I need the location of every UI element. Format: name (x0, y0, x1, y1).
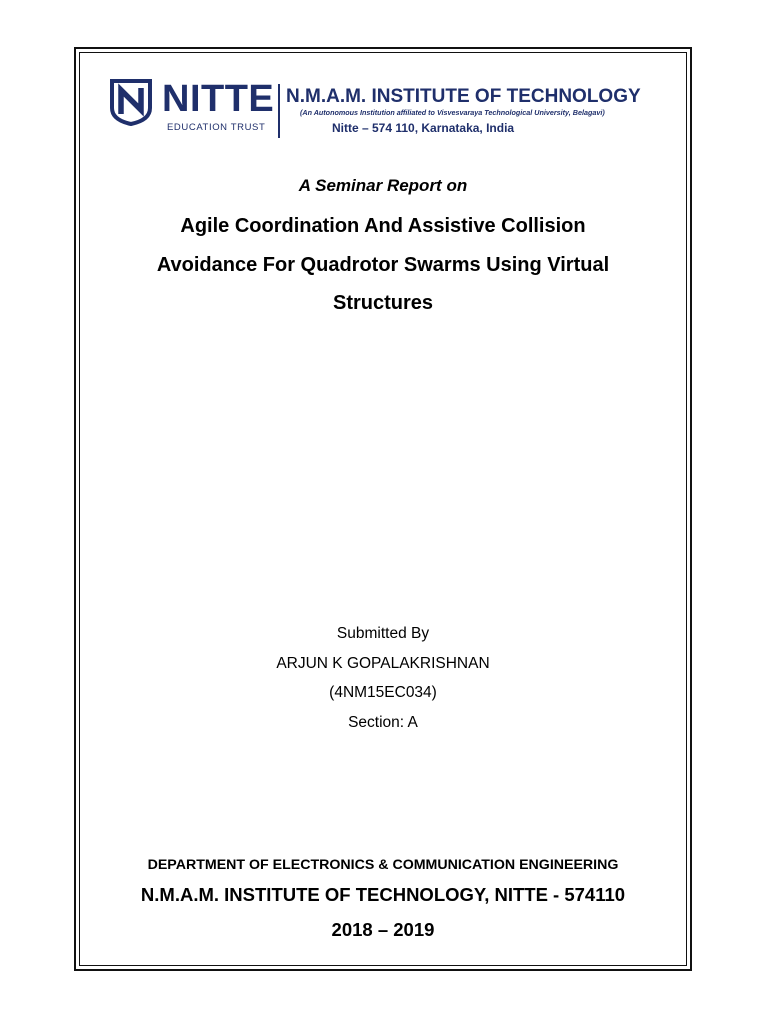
brand-subtitle: EDUCATION TRUST (167, 122, 266, 133)
nitte-shield-logo-icon (108, 78, 154, 126)
submission-block (80, 619, 686, 737)
institute-name: N.M.A.M. INSTITUTE OF TECHNOLOGY (286, 86, 641, 107)
header-divider (278, 84, 280, 138)
academic-year: 2018 – 2019 (331, 919, 435, 940)
footer-institute: N.M.A.M. INSTITUTE OF TECHNOLOGY, NITTE - 574110 (140, 884, 626, 905)
institute-affiliation: (An Autonomous Institution affiliated to Visvesvaraya Technological University, Belagavi) (300, 108, 605, 117)
report-type-label: A Seminar Report on (298, 176, 468, 195)
student-usn: (4NM15EC034) (329, 684, 437, 701)
institution-header (108, 76, 660, 148)
brand-name: NITTE (162, 78, 275, 120)
institute-address: Nitte – 574 110, Karnataka, India (332, 121, 515, 135)
department-name: DEPARTMENT OF ELECTRONICS & COMMUNICATION ENGINEERING (147, 857, 619, 873)
report-title (80, 207, 686, 323)
report-title-line: Structures (332, 292, 434, 314)
student-section: Section: A (348, 713, 418, 731)
student-name: ARJUN K GOPALAKRISHNAN (276, 654, 490, 672)
report-title-line: Agile Coordination And Assistive Collision (180, 215, 586, 237)
report-title-line: Avoidance For Quadrotor Swarms Using Virtual (156, 253, 610, 276)
submitted-by-label: Submitted By (336, 625, 430, 642)
